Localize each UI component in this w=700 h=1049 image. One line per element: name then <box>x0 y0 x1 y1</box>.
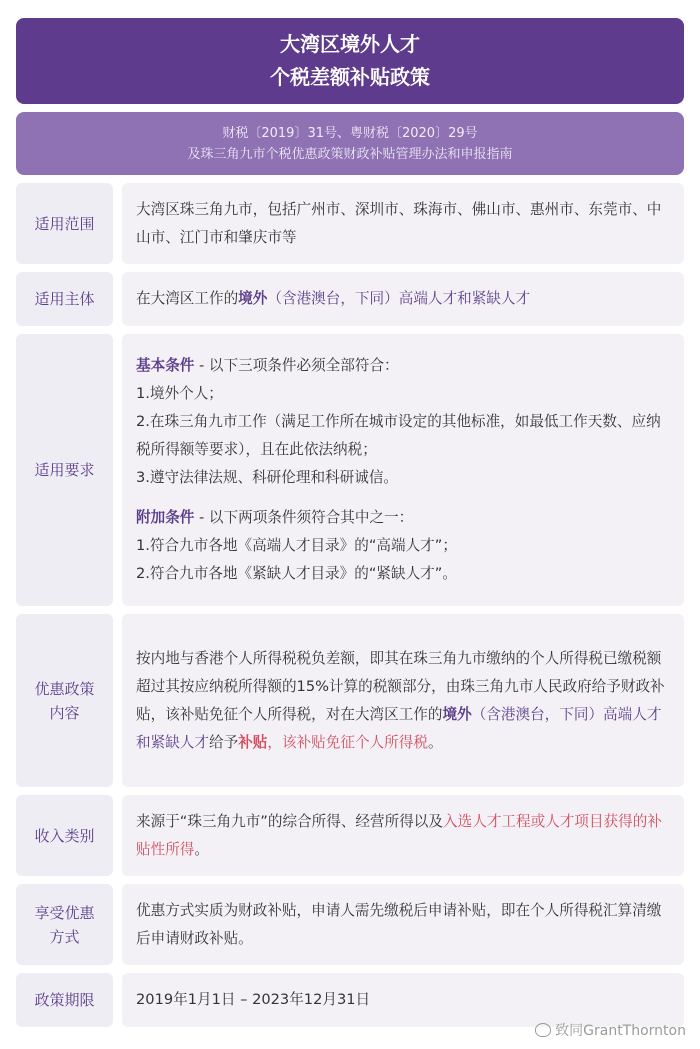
benefit-red: ，该补贴免征个人所得税 <box>267 733 428 751</box>
row-subject <box>16 272 684 326</box>
subtitle-line-1: 财税〔2019〕31号、粤财税〔2020〕29号 <box>222 125 478 141</box>
row-requirements <box>16 334 684 606</box>
row-content-income <box>122 795 684 876</box>
row-content-benefit <box>122 614 684 787</box>
label-text: 适用范围 <box>34 214 95 233</box>
weibo-icon <box>535 1023 551 1037</box>
label-text: 适用要求 <box>34 461 95 479</box>
benefit-part-3: 给予 <box>208 733 239 751</box>
subject-post: （含港澳台，下同）高端人才和紧缺人才 <box>267 290 531 307</box>
basic-condition-heading <box>136 352 670 380</box>
label-text: 收入类别 <box>34 826 95 845</box>
row-label-benefit <box>16 614 113 787</box>
extra-item: 2.符合九市各地《紧缺人才目录》的“紧缺人才”。 <box>136 565 457 582</box>
label-text: 政策期限 <box>34 991 95 1009</box>
row-label-period <box>16 973 113 1027</box>
watermark-text: 致同GrantThornton <box>555 1023 686 1039</box>
basic-item: 1.境外个人； <box>136 385 223 402</box>
title-line-1: 大湾区境外人才 <box>280 32 420 56</box>
row-content-requirements <box>122 334 684 606</box>
extra-condition-title: 附加条件 <box>136 509 195 526</box>
row-scope <box>16 183 684 264</box>
income-text <box>136 808 670 864</box>
row-content-scope <box>122 183 684 264</box>
subject-pre: 在大湾区工作的 <box>136 290 239 307</box>
row-label-subject <box>16 272 113 326</box>
row-label-income <box>16 795 113 876</box>
title-banner <box>16 18 684 104</box>
row-label-scope <box>16 183 113 264</box>
watermark <box>535 1020 686 1040</box>
subtitle-banner <box>16 112 684 175</box>
method-text: 优惠方式实质为财政补贴，申请人需先缴税后申请补贴，即在个人所得税汇算清缴后申请财政补贴。 <box>136 901 662 947</box>
scope-text: 大湾区珠三角九市，包括广州市、深圳市、珠海市、佛山市、惠州市、东莞市、中山市、江门市和肇庆市等 <box>136 200 662 246</box>
label-text: 优惠政策 <box>34 679 95 698</box>
benefit-text <box>136 645 670 757</box>
benefit-part-1: 按内地与香港个人所得税税负差额，即其在珠三角九市缴纳的个人所得税已缴税额超过其按应纳税所得额的15%计算的税额部分，由珠三角九市人民政府给予财政补贴，该补贴免征个人所得税，对在大湾区工作的 <box>136 649 665 723</box>
label-text: 方式 <box>49 927 80 946</box>
title-line-2: 个税差额补贴政策 <box>270 65 430 89</box>
extra-condition-heading <box>136 504 670 532</box>
benefit-red-bold: 补贴 <box>238 733 268 751</box>
row-label-requirements <box>16 334 113 606</box>
row-content-method <box>122 884 684 965</box>
row-content-subject <box>122 272 684 326</box>
income-pre: 来源于“珠三角九市”的综合所得、经营所得以及 <box>136 812 443 830</box>
extra-condition-desc: - 以下两项条件须符合其中之一： <box>194 509 414 526</box>
basic-item: 2.在珠三角九市工作（满足工作所在城市设定的其他标准，如最低工作天数、应纳税所得额等要求），且在此依法纳税； <box>136 413 661 458</box>
label-text: 享受优惠 <box>34 903 95 922</box>
subject-highlight: 境外 <box>238 290 268 307</box>
subject-text <box>136 285 670 313</box>
basic-condition-desc: - 以下三项条件必须全部符合： <box>194 357 399 374</box>
benefit-highlight: 境外 <box>442 705 472 723</box>
row-label-method <box>16 884 113 965</box>
basic-condition-title: 基本条件 <box>136 357 195 374</box>
basic-item: 3.遵守法律法规、科研伦理和科研诚信。 <box>136 469 399 486</box>
period-text: 2019年1月1日 – 2023年12月31日 <box>136 991 371 1008</box>
extra-item: 1.符合九市各地《高端人才目录》的“高端人才”； <box>136 537 457 554</box>
subtitle-line-2: 及珠三角九市个税优惠政策财政补贴管理办法和申报指南 <box>187 146 513 162</box>
row-method <box>16 884 684 965</box>
benefit-part-2: （含港澳台，下同）高端人才和紧缺人才 <box>136 705 662 751</box>
income-red: 入选人才工程或人才项目获得的补贴性所得 <box>136 812 662 858</box>
benefit-end: 。 <box>427 733 443 751</box>
row-income <box>16 795 684 876</box>
row-period <box>16 973 684 1027</box>
row-benefit <box>16 614 684 787</box>
row-content-period <box>122 973 684 1027</box>
label-text: 内容 <box>49 703 80 722</box>
label-text: 适用主体 <box>34 290 95 308</box>
income-end: 。 <box>194 840 209 858</box>
